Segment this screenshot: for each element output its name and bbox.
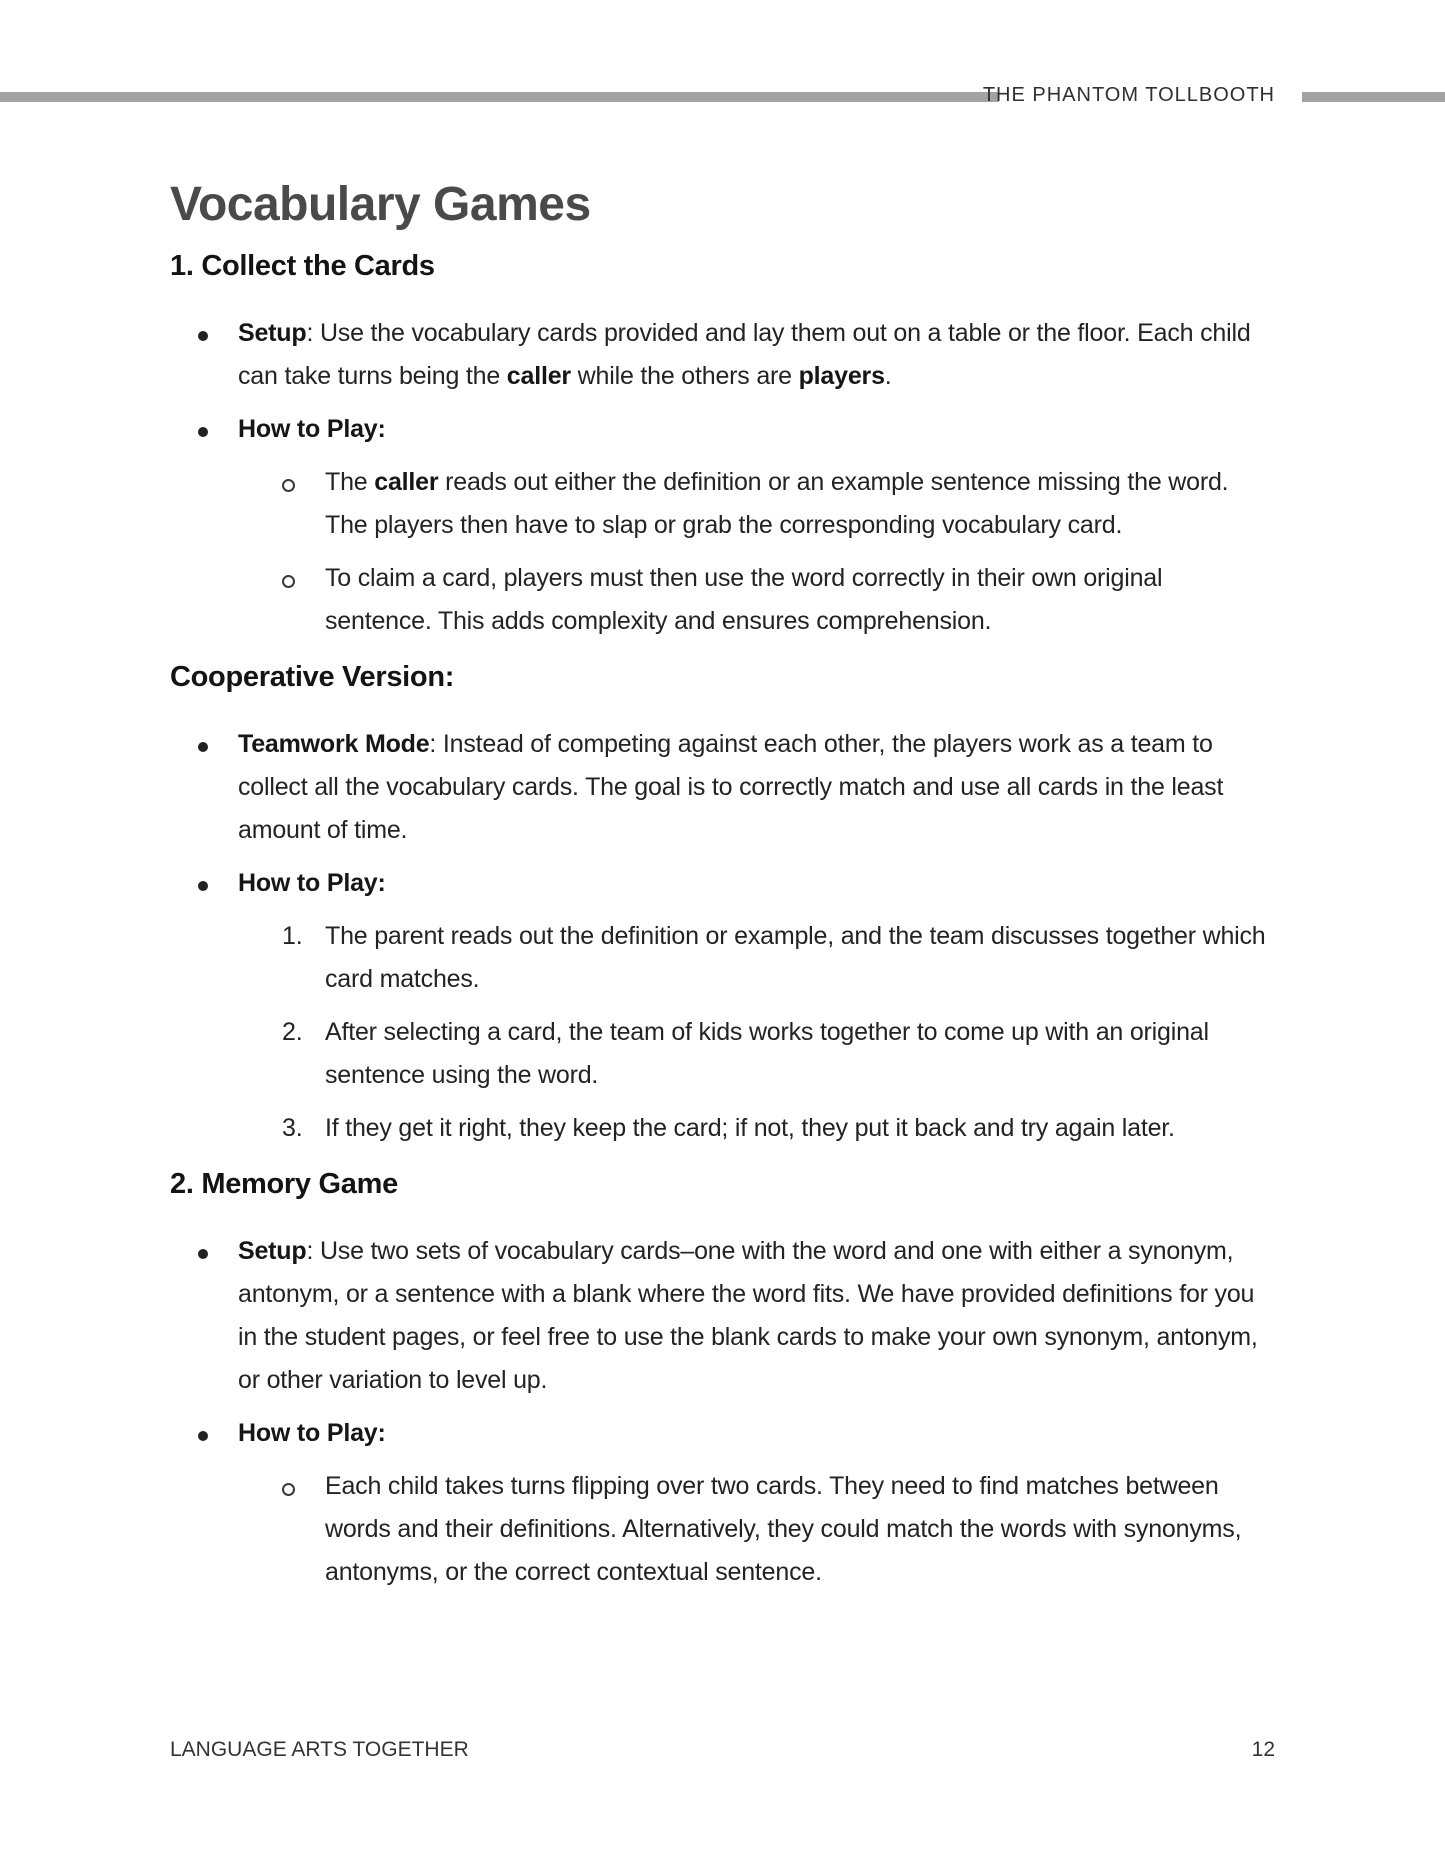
item-text: Setup: Use two sets of vocabulary cards–one with the word and one with either a synonym, antonym, or a sentence with a blank where the word fits. We have provided definitions for you in the student pages, or feel free to use the blank cards to make your own synonym, antonym, or other variation to level up.	[238, 1237, 1258, 1394]
bullet-dot-icon	[198, 331, 208, 341]
item-text: The parent reads out the definition or example, and the team discusses together which card matches.	[325, 922, 1266, 993]
number-marker: 2.	[282, 1018, 303, 1046]
circle-item	[170, 461, 1275, 547]
item-text: Each child takes turns flipping over two cards. They need to find matches between words and their definitions. Alternatively, they could match the words with synonyms, antonyms, or the correct contextual sentence.	[325, 1472, 1242, 1586]
bullet-dot-icon	[198, 427, 208, 437]
circle-item	[170, 1465, 1275, 1594]
section	[170, 244, 1275, 643]
item-text: How to Play:	[238, 1419, 386, 1447]
circle-bullet-icon	[282, 575, 295, 588]
header-rule-right	[1302, 92, 1445, 102]
section-heading: 1. Collect the Cards	[170, 250, 435, 282]
number-item	[170, 1107, 1275, 1150]
circle-bullet-icon	[282, 479, 295, 492]
item-text: Teamwork Mode: Instead of competing against each other, the players work as a team to collect all the vocabulary cards. The goal is to correctly match and use all cards in the least amount of time.	[238, 730, 1224, 844]
bullet-dot-icon	[198, 1431, 208, 1441]
bullet-dot-icon	[198, 1249, 208, 1259]
page-footer	[170, 1736, 1275, 1764]
number-marker: 3.	[282, 1114, 303, 1142]
number-marker: 1.	[282, 922, 303, 950]
item-text: The caller reads out either the definition or an example sentence missing the word. The players then have to slap or grab the corresponding vocabulary card.	[325, 468, 1229, 539]
page-number: 12	[1251, 1738, 1275, 1761]
bullet-item	[170, 1230, 1275, 1402]
section-heading: Cooperative Version:	[170, 661, 455, 693]
bullet-dot-icon	[198, 881, 208, 891]
item-text: Setup: Use the vocabulary cards provided and lay them out on a table or the floor. Each child can take turns being the caller while the others are players.	[238, 319, 1251, 390]
book-title: THE PHANTOM TOLLBOOTH	[982, 84, 1275, 106]
bullet-item	[170, 1412, 1275, 1455]
bullet-item	[170, 862, 1275, 905]
item-text: How to Play:	[238, 869, 386, 897]
bullet-item	[170, 408, 1275, 451]
item-text: To claim a card, players must then use the word correctly in their own original sentence. This adds complexity and ensures comprehension.	[325, 564, 1163, 635]
circle-item	[170, 557, 1275, 643]
item-text: If they get it right, they keep the card; if not, they put it back and try again later.	[325, 1114, 1175, 1142]
section	[170, 1162, 1275, 1594]
number-item	[170, 1011, 1275, 1097]
item-text: After selecting a card, the team of kids works together to come up with an original sentence using the word.	[325, 1018, 1209, 1089]
section-heading: 2. Memory Game	[170, 1168, 398, 1200]
footer-brand: LANGUAGE ARTS TOGETHER	[170, 1738, 469, 1761]
item-text: How to Play:	[238, 415, 386, 443]
section	[170, 655, 1275, 1150]
sections	[170, 244, 1275, 1594]
bullet-item	[170, 723, 1275, 852]
circle-bullet-icon	[282, 1483, 295, 1496]
page-content	[170, 0, 1275, 1604]
bullet-dot-icon	[198, 742, 208, 752]
number-item	[170, 915, 1275, 1001]
page-title: Vocabulary Games	[170, 178, 591, 231]
bullet-item	[170, 312, 1275, 398]
